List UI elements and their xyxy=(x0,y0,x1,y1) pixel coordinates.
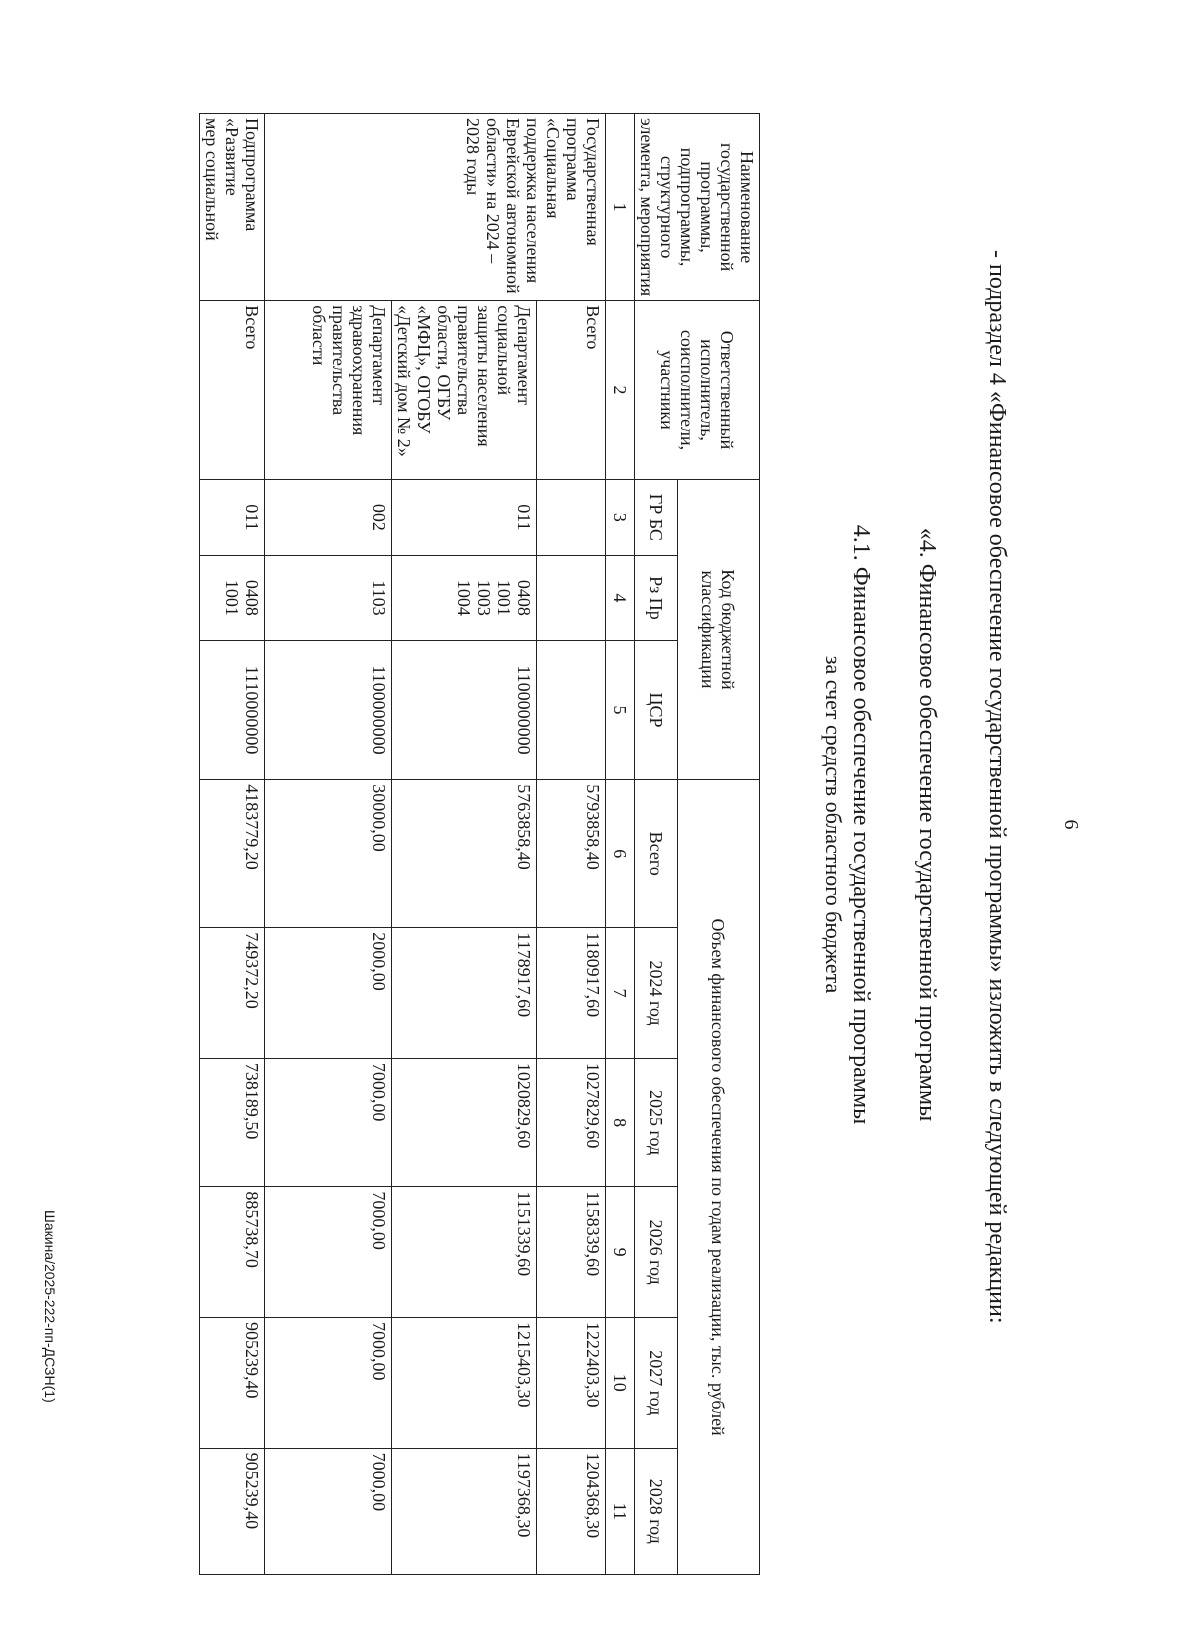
value-2027: 1222403,30 xyxy=(537,1317,606,1448)
value-2024: 1178917,60 xyxy=(392,928,537,1059)
value-2028: 1204368,30 xyxy=(537,1448,606,1574)
table-row-health-dept xyxy=(265,114,392,1575)
column-number: 10 xyxy=(606,1317,635,1448)
grbs-cell: 011 xyxy=(200,479,265,555)
column-number: 5 xyxy=(606,640,635,779)
responsible-cell: Департамент здравоохранения правительства области xyxy=(265,301,392,480)
value-2028: 7000,00 xyxy=(265,1448,392,1574)
column-number: 3 xyxy=(606,479,635,555)
value-2024: 2000,00 xyxy=(265,928,392,1059)
csr-cell: 1100000000 xyxy=(265,640,392,779)
rzpr-cell: 1103 xyxy=(265,555,392,640)
rzpr-cell: 0408 1001 xyxy=(200,555,265,640)
financing-table xyxy=(199,113,760,1575)
header-total: Всего xyxy=(635,780,678,928)
column-number: 6 xyxy=(606,780,635,928)
value-2026: 1158339,60 xyxy=(537,1187,606,1318)
section-heading: «4. Финансовое обеспечение государственной программы xyxy=(914,527,940,1122)
column-number: 11 xyxy=(606,1448,635,1574)
subprogram-name-cell: Подпрограмма «Развитие мер социальной xyxy=(200,114,265,301)
value-2026: 885738,70 xyxy=(200,1187,265,1318)
program-name-cell: Государственная программа «Социальная поддержка населения Еврейской автономной области» на 2024 – 2028 годы xyxy=(265,114,606,301)
header-name: Наименование государственной программы, подпрограммы, структурного элемента, мероприятия xyxy=(635,114,760,301)
value-2025: 7000,00 xyxy=(265,1058,392,1186)
column-number: 9 xyxy=(606,1187,635,1318)
value-total: 5763858,40 xyxy=(392,780,537,928)
header-csr: ЦСР xyxy=(635,640,678,779)
table-row-social-dept xyxy=(392,114,537,1575)
column-number-row xyxy=(606,114,635,1575)
value-total: 4183779,20 xyxy=(200,780,265,928)
value-2026: 1151339,60 xyxy=(392,1187,537,1318)
column-number: 7 xyxy=(606,928,635,1059)
csr-cell: 1100000000 xyxy=(392,640,537,779)
responsible-cell: Всего xyxy=(537,301,606,480)
column-number: 8 xyxy=(606,1058,635,1186)
rzpr-cell xyxy=(537,555,606,640)
rzpr-cell: 0408 1001 1003 1004 xyxy=(392,555,537,640)
header-volume: Объем финансового обеспечения по годам реализации, тыс. рублей xyxy=(677,780,759,1575)
header-2026: 2026 год xyxy=(635,1187,678,1318)
value-2027: 7000,00 xyxy=(265,1317,392,1448)
value-2025: 1027829,60 xyxy=(537,1058,606,1186)
column-number: 2 xyxy=(606,301,635,480)
table-row-subprogram xyxy=(200,114,265,1575)
header-responsible: Ответственный исполнитель, соисполнители, участники xyxy=(635,301,760,480)
grbs-cell xyxy=(537,479,606,555)
value-2027: 1215403,30 xyxy=(392,1317,537,1448)
page-number: 6 xyxy=(1060,819,1082,830)
header-budget-code: Код бюджетной классификации xyxy=(677,479,759,779)
document-footer-code: Шакина/2025-222-пп-ДСЗН(1) xyxy=(42,1210,58,1403)
value-total: 5793858,40 xyxy=(537,780,606,928)
table-row-program-total xyxy=(537,114,606,1575)
subsection-heading xyxy=(819,0,875,1649)
header-grbs: ГР БС xyxy=(635,479,678,555)
subsection-heading-line1: 4.1. Финансовое обеспечение государственной программы xyxy=(848,524,874,1125)
value-2027: 905239,40 xyxy=(200,1317,265,1448)
value-2024: 1180917,60 xyxy=(537,928,606,1059)
value-2025: 738189,50 xyxy=(200,1058,265,1186)
column-number: 1 xyxy=(606,114,635,301)
responsible-cell: Всего xyxy=(200,301,265,480)
responsible-cell: Департамент социальной защиты населения правительства области, ОГБУ «МФЦ», ОГОБУ «Детский дом № 2» xyxy=(392,301,537,480)
csr-cell xyxy=(537,640,606,779)
column-number: 4 xyxy=(606,555,635,640)
value-2028: 905239,40 xyxy=(200,1448,265,1574)
header-2024: 2024 год xyxy=(635,928,678,1059)
intro-paragraph: - подраздел 4 «Финансовое обеспечение государственной программы» изложить в следующей редакции: xyxy=(984,250,1010,1324)
value-2026: 7000,00 xyxy=(265,1187,392,1318)
value-2028: 1197368,30 xyxy=(392,1448,537,1574)
table-header-row xyxy=(677,114,759,1575)
header-rzpr: Рз Пр xyxy=(635,555,678,640)
value-2025: 1020829,60 xyxy=(392,1058,537,1186)
header-2028: 2028 год xyxy=(635,1448,678,1574)
grbs-cell: 011 xyxy=(392,479,537,555)
csr-cell: 1110000000 xyxy=(200,640,265,779)
value-2024: 749372,20 xyxy=(200,928,265,1059)
header-2027: 2027 год xyxy=(635,1317,678,1448)
grbs-cell: 002 xyxy=(265,479,392,555)
header-2025: 2025 год xyxy=(635,1058,678,1186)
subsection-heading-line2: за счет средств областного бюджета xyxy=(821,655,846,994)
value-total: 30000,00 xyxy=(265,780,392,928)
